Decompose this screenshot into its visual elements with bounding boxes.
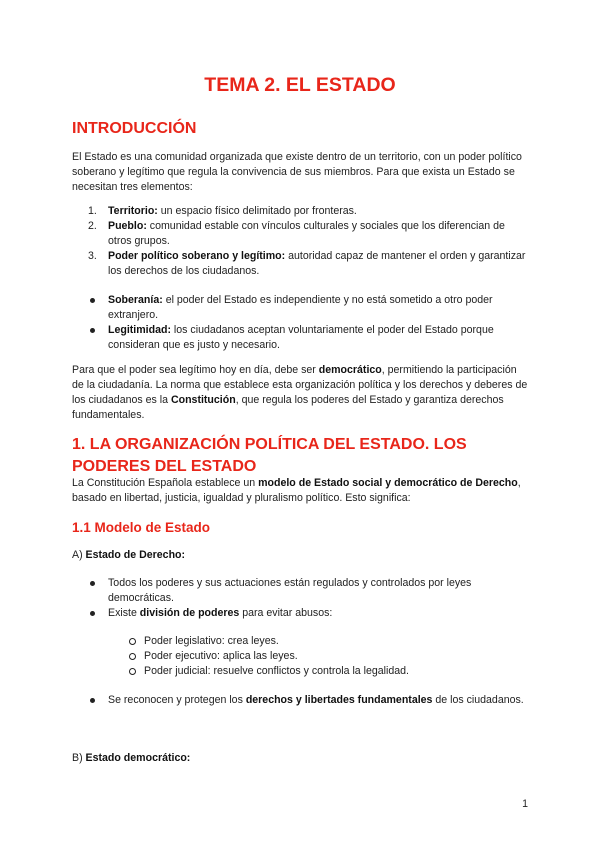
text-run: Para que el poder sea legítimo hoy en día, debe ser [72,364,319,376]
bold-run: Estado democrático: [85,752,191,764]
text-run: , basado en libertad, justicia, igualdad y pluralismo político. Esto significa: [72,477,521,504]
bold-run: democrático [318,364,382,376]
text-run: de los ciudadanos. [432,694,524,706]
list-item [88,323,528,353]
text-run: Poder ejecutivo: aplica las leyes. [144,650,298,662]
rule-of-law-list [88,576,528,621]
text-run: Poder judicial: resuelve conflictos y controla la legalidad. [144,665,409,677]
subsection-heading: 1.1 Modelo de Estado [72,520,211,535]
text-run: Existe [108,607,140,619]
rule-of-law-label [72,548,528,563]
term: Pueblo: [108,220,147,232]
legitimacy-paragraph [72,363,528,423]
definition: los ciudadanos aceptan voluntariamente el poder del Estado porque consideran que es justo y necesario. [108,324,494,351]
text-run: La Constitución Española establece un [72,477,259,489]
rights-list [88,693,528,708]
bold-run: división de poderes [139,607,240,619]
list-item [128,634,528,649]
bullet-icon [90,581,95,586]
text-run: Poder legislativo: crea leyes. [144,635,279,647]
state-elements-list [88,204,528,279]
list-number: 1. [88,205,97,217]
text-run: , permitiendo la participación de la ciudadanía. La norma que establece esta organización política y los derechos y deberes de los ciudadanos es la [72,364,528,406]
bullet-circle-icon [129,638,136,645]
bullet-icon [90,611,95,616]
text-run: A) [72,549,86,561]
sovereignty-list [88,293,528,353]
list-item [88,219,528,249]
term: Soberanía: [108,294,163,306]
list-item [88,693,528,708]
text-run: Se reconocen y protegen los [108,694,246,706]
democratic-state-label [72,751,528,766]
text-run: B) [72,752,86,764]
text-run: para evitar abusos: [239,607,333,619]
bullet-circle-icon [129,668,136,675]
bullet-circle-icon [129,653,136,660]
intro-heading: INTRODUCCIÓN [72,120,197,137]
list-item [88,249,528,279]
list-item [128,649,528,664]
definition: el poder del Estado es independiente y no está sometido a otro poder extranjero. [108,294,493,321]
list-number: 2. [88,220,97,232]
text-run: Todos los poderes y sus actuaciones están regulados y controlados por leyes democráticas. [108,577,472,604]
definition: comunidad estable con vínculos culturales y sociales que los diferencian de otros grupos. [108,220,505,247]
bold-run: derechos y libertades fundamentales [245,694,433,706]
section-intro-paragraph [72,476,528,506]
bold-run: modelo de Estado social y democrático de Derecho [258,477,518,489]
list-item [88,606,528,621]
list-number: 3. [88,250,97,262]
section-heading: 1. LA ORGANIZACIÓN POLÍTICA DEL ESTADO. LOS PODERES DEL ESTADO [72,436,467,475]
term: Poder político soberano y legítimo: [108,250,286,262]
bullet-icon [90,328,95,333]
bullet-icon [90,298,95,303]
definition: autoridad capaz de mantener el orden y garantizar los derechos de los ciudadanos. [108,250,526,277]
list-item [88,576,528,606]
list-item [128,664,528,679]
page-number: 1 [522,798,528,810]
bullet-icon [90,698,95,703]
list-item [88,204,528,219]
intro-paragraph: El Estado es una comunidad organizada que existe dentro de un territorio, con un poder político soberano y legítimo que regula la convivencia de sus miembros. Para que exista un Estado se necesitan tres elementos: [72,151,522,193]
powers-list [128,634,528,679]
term: Territorio: [108,205,158,217]
list-item [88,293,528,323]
term: Legitimidad: [108,324,171,336]
bold-run: Constitución [170,394,236,406]
definition: un espacio físico delimitado por fronteras. [157,205,357,217]
page-title: TEMA 2. EL ESTADO [204,74,396,96]
bold-run: Estado de Derecho: [85,549,186,561]
text-run: , que regula los poderes del Estado y garantiza derechos fundamentales. [72,394,504,421]
